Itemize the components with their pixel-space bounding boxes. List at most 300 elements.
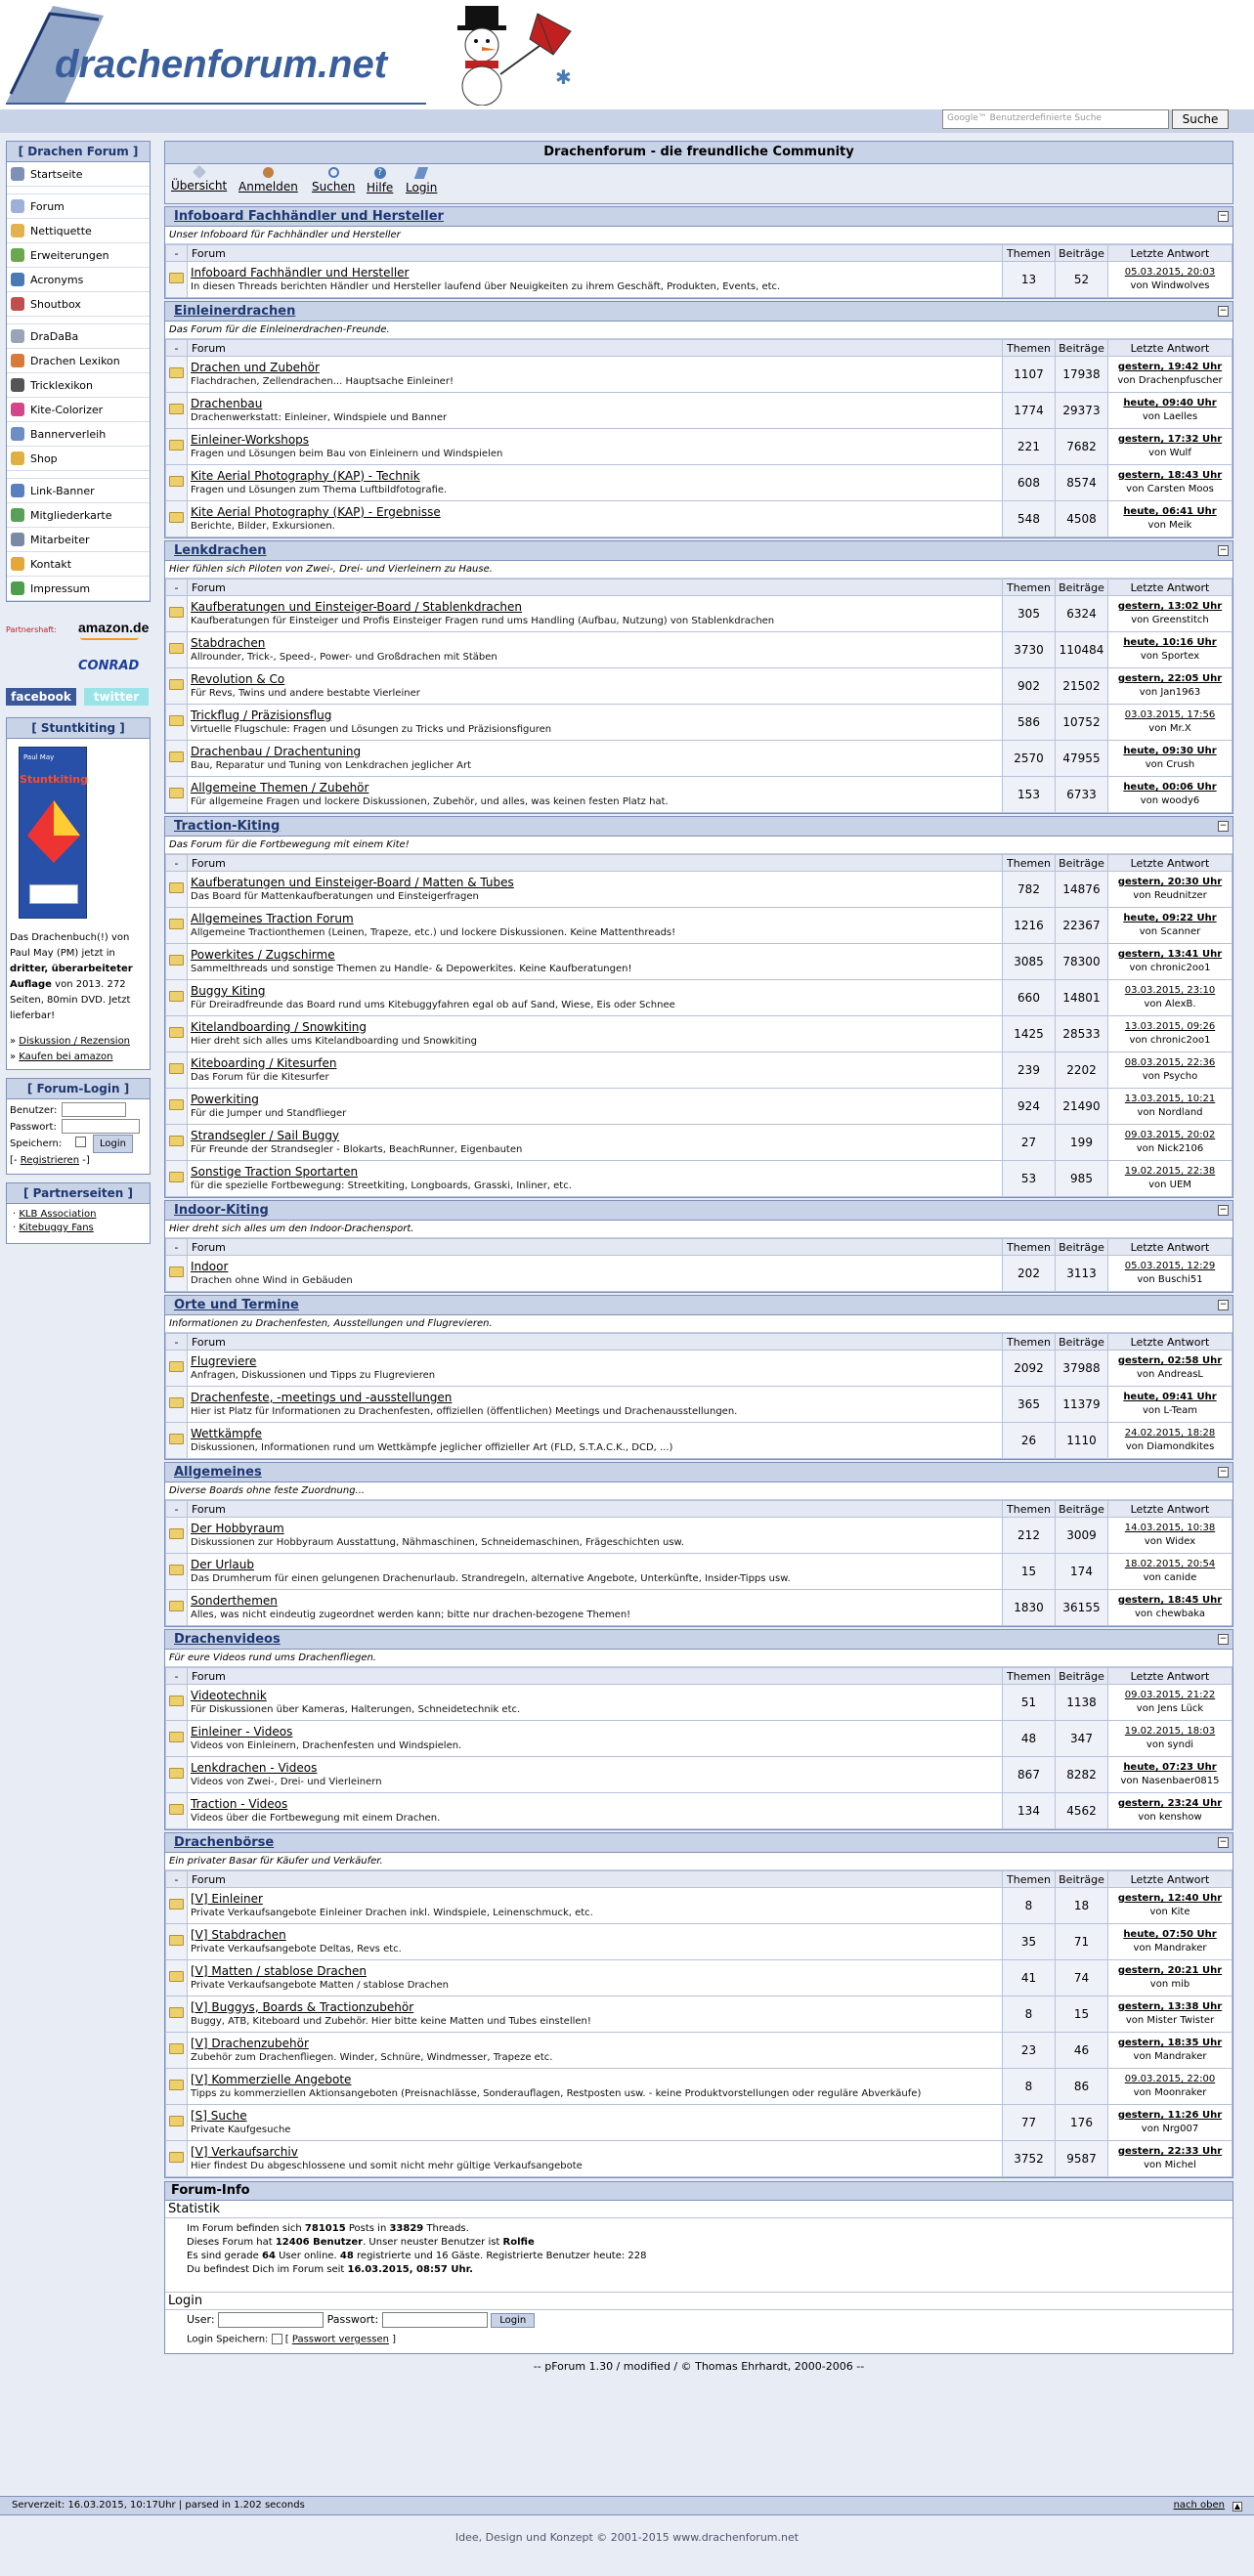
category-lenkdrachen — [164, 540, 1233, 814]
forum-link[interactable]: Buggy Kiting — [191, 983, 266, 998]
up-arrow-icon[interactable]: ▲ — [1233, 2502, 1241, 2511]
last-reply-link[interactable]: 08.03.2015, 22:36 — [1124, 1057, 1216, 1068]
last-reply-author: von L-Team — [1142, 1405, 1198, 1416]
last-reply-author: von Crush — [1145, 759, 1195, 770]
toolbar-search[interactable] — [312, 167, 355, 193]
col-topics: Themen — [1003, 1501, 1056, 1518]
forum-cell — [188, 741, 1003, 777]
post-count: 47955 — [1056, 741, 1108, 777]
forgot-password-link[interactable]: Passwort vergessen — [291, 2334, 389, 2345]
last-reply-link[interactable]: 14.03.2015, 10:38 — [1124, 1523, 1216, 1533]
svg-text:✱: ✱ — [555, 65, 572, 89]
collapse-icon[interactable]: − — [1219, 821, 1228, 831]
last-reply-link[interactable]: 13.03.2015, 10:21 — [1124, 1094, 1216, 1104]
login-save-checkbox[interactable] — [75, 1137, 86, 1147]
last-reply-link[interactable]: 19.02.2015, 22:38 — [1124, 1166, 1216, 1177]
sidebar-item-erweiterungen[interactable] — [7, 243, 150, 268]
sidebar-item-bannerverleih[interactable] — [7, 422, 150, 447]
last-reply-link[interactable]: gestern, 02:58 Uhr — [1117, 1355, 1223, 1366]
topic-count: 1107 — [1003, 357, 1056, 393]
table-row — [166, 872, 1232, 908]
forum-info-title: Forum-Info — [165, 2182, 1232, 2201]
last-reply — [1108, 1125, 1232, 1161]
bottom-password-input[interactable] — [382, 2312, 488, 2328]
forum-folder-icon — [166, 1052, 188, 1089]
twitter-button[interactable]: twitter — [84, 688, 149, 706]
forum-folder-icon — [166, 1888, 188, 1924]
last-reply-link[interactable]: 05.03.2015, 20:03 — [1124, 267, 1216, 278]
forum-link[interactable]: [V] Kommerzielle Angebote — [191, 2072, 352, 2086]
forum-description: In diesen Threads berichten Händler und Hersteller laufend über Neuigkeiten zu ihrem Geschäft, Produkten, Events, etc. — [191, 280, 781, 292]
collapse-icon[interactable]: − — [1219, 1300, 1228, 1309]
book-cover-image[interactable] — [19, 747, 87, 919]
search-input[interactable]: Google™ Benutzerdefinierte Suche — [942, 109, 1169, 129]
site-logo[interactable] — [6, 6, 426, 106]
last-reply-author: von Carsten Moos — [1126, 484, 1214, 494]
collapse-icon[interactable]: − — [1219, 1467, 1228, 1477]
sidebar-item-startseite[interactable] — [7, 162, 150, 187]
forum-description: Für Revs, Twins und andere bestabte Vierleiner — [191, 687, 420, 699]
partners-title: [ Partnerseiten ] — [7, 1183, 150, 1204]
last-reply-link[interactable]: gestern, 23:24 Uhr — [1117, 1798, 1223, 1809]
category-title[interactable]: Orte und Termine — [174, 1298, 299, 1312]
post-count: 4562 — [1056, 1793, 1108, 1829]
book-amazon-link[interactable]: Kaufen bei amazon — [19, 1052, 113, 1062]
category-description: Das Forum für die Fortbewegung mit einem Kite! — [165, 837, 1232, 854]
last-reply-link[interactable]: 03.03.2015, 17:56 — [1124, 709, 1216, 720]
category-title[interactable]: Traction-Kiting — [174, 819, 281, 834]
col-posts: Beiträge — [1056, 1871, 1108, 1888]
last-reply — [1108, 393, 1232, 429]
last-reply-link[interactable]: gestern, 20:21 Uhr — [1117, 1965, 1223, 1976]
post-count: 3113 — [1056, 1256, 1108, 1292]
last-reply-link[interactable]: heute, 00:06 Uhr — [1123, 782, 1217, 793]
forum-description: für die spezielle Fortbewegung: Streetkiting, Longboards, Grasski, Inliner, etc. — [191, 1180, 572, 1191]
collapse-icon[interactable]: − — [1219, 1634, 1228, 1644]
last-reply-link[interactable]: 09.03.2015, 20:02 — [1124, 1130, 1216, 1140]
bottom-save-checkbox[interactable] — [272, 2334, 282, 2344]
forum-link[interactable]: [V] Matten / stablose Drachen — [191, 1963, 367, 1978]
stat-value: 781015 — [304, 2223, 346, 2234]
table-header — [166, 1871, 1232, 1888]
last-reply-link[interactable]: heute, 09:30 Uhr — [1123, 746, 1217, 756]
col-last-reply: Letzte Antwort — [1108, 855, 1232, 872]
post-count: 71 — [1056, 1924, 1108, 1960]
partner-link-kitebuggy[interactable]: Kitebuggy Fans — [19, 1223, 94, 1233]
last-reply-link[interactable]: heute, 09:22 Uhr — [1123, 913, 1217, 923]
sidebar-item-kontakt[interactable] — [7, 552, 150, 577]
forum-link[interactable]: Infoboard Fachhändler und Hersteller — [191, 265, 410, 279]
post-count: 37988 — [1056, 1351, 1108, 1387]
last-reply-link[interactable]: 18.02.2015, 20:54 — [1124, 1559, 1216, 1569]
forum-link[interactable]: Kite Aerial Photography (KAP) - Technik — [191, 468, 420, 483]
book-text2: von 2013. 272 Seiten, 80min DVD. Jetzt lieferbar! — [10, 979, 131, 1021]
last-reply-link[interactable]: 13.03.2015, 09:26 — [1124, 1021, 1216, 1032]
forum-description: Fragen und Lösungen zum Thema Luftbildfotografie. — [191, 484, 448, 495]
forum-link[interactable]: [V] Drachenzubehör — [191, 2036, 309, 2050]
last-reply — [1108, 980, 1232, 1016]
sidebar-item-kite-colorizer[interactable] — [7, 398, 150, 422]
forum-link[interactable]: Allgemeine Themen / Zubehör — [191, 780, 369, 794]
last-reply — [1108, 2105, 1232, 2141]
sidebar-item-label: Tricklexikon — [30, 378, 93, 392]
category-title[interactable]: Drachenbörse — [174, 1835, 275, 1850]
sidebar-item-shoutbox[interactable] — [7, 292, 150, 317]
forum-link[interactable]: Revolution & Co — [191, 671, 285, 686]
category-title[interactable]: Drachenvideos — [174, 1632, 281, 1647]
forum-link[interactable]: Videotechnik — [191, 1688, 267, 1702]
col-icon: - — [166, 1501, 188, 1518]
last-reply-link[interactable]: 03.03.2015, 23:10 — [1124, 985, 1216, 996]
table-row — [166, 429, 1232, 465]
table-row — [166, 1757, 1232, 1793]
toolbar-help[interactable] — [367, 167, 393, 194]
sidebar-item-mitgliederkarte[interactable] — [7, 503, 150, 528]
col-last-reply: Letzte Antwort — [1108, 245, 1232, 262]
sidebar-item-drachen-lexikon[interactable] — [7, 349, 150, 373]
stat-value: Rolfie — [502, 2237, 535, 2248]
category-description: Hier dreht sich alles um den Indoor-Drachensport. — [165, 1221, 1232, 1238]
login-title: [ Forum-Login ] — [7, 1079, 150, 1099]
table-row — [166, 1089, 1232, 1125]
forum-cell — [188, 1793, 1003, 1829]
forum-link[interactable]: Der Urlaub — [191, 1557, 254, 1571]
forum-cell — [188, 1256, 1003, 1292]
category-header — [165, 541, 1232, 561]
forum-cell — [188, 908, 1003, 944]
col-topics: Themen — [1003, 340, 1056, 357]
category-title[interactable]: Infoboard Fachhändler und Hersteller — [174, 209, 444, 224]
forum-link[interactable]: Kitelandboarding / Snowkiting — [191, 1019, 368, 1034]
table-row — [166, 1960, 1232, 1996]
last-reply-author: von Diamondkites — [1125, 1441, 1215, 1452]
forum-link[interactable]: Allgemeines Traction Forum — [191, 911, 354, 925]
forum-description: Kaufberatungen für Einsteiger und Profis Einsteiger Fragen rund ums Handling (Aufbau, Nutzung) von Stablenkdrachen — [191, 615, 775, 626]
login-pass-input[interactable] — [62, 1119, 140, 1134]
forum-link[interactable]: Drachenbau / Drachentuning — [191, 744, 362, 758]
table-row — [166, 501, 1232, 537]
last-reply-author: von Greenstitch — [1131, 615, 1209, 625]
forum-description: Für die Jumper und Standflieger — [191, 1107, 347, 1119]
col-forum: Forum — [188, 245, 1003, 262]
category-title[interactable]: Indoor-Kiting — [174, 1203, 269, 1218]
sidebar-item-shop[interactable] — [7, 447, 150, 471]
topic-count: 77 — [1003, 2105, 1056, 2141]
forum-cell — [188, 2141, 1003, 2177]
sidebar-item-impressum[interactable] — [7, 577, 150, 601]
last-reply-link[interactable]: 24.02.2015, 18:28 — [1124, 1428, 1216, 1438]
last-reply-link[interactable]: gestern, 19:42 Uhr — [1117, 362, 1223, 372]
forum-folder-icon — [166, 357, 188, 393]
bottom-user-input[interactable] — [218, 2312, 324, 2328]
forum-link[interactable]: Drachenfeste, -meetings und -ausstellungen — [191, 1390, 453, 1404]
last-reply — [1108, 1351, 1232, 1387]
toolbar-login-label[interactable]: Login — [406, 181, 438, 194]
login-section-title: Login — [165, 2293, 1232, 2310]
forum-folder-icon — [166, 1554, 188, 1590]
register-link[interactable]: Registrieren — [20, 1155, 80, 1166]
last-reply — [1108, 741, 1232, 777]
forum-link[interactable]: Strandsegler / Sail Buggy — [191, 1128, 340, 1142]
forum-cell — [188, 777, 1003, 813]
last-reply — [1108, 1960, 1232, 1996]
forum-link[interactable]: Kaufberatungen und Einsteiger-Board / Matten & Tubes — [191, 875, 514, 889]
collapse-icon[interactable]: − — [1219, 211, 1228, 221]
last-reply-link[interactable]: heute, 06:41 Uhr — [1123, 506, 1217, 517]
forum-link[interactable]: Powerkites / Zugschirme — [191, 947, 335, 962]
last-reply-link[interactable]: gestern, 22:05 Uhr — [1117, 673, 1223, 684]
forum-folder-icon — [166, 1924, 188, 1960]
facebook-button[interactable]: facebook — [6, 688, 76, 706]
last-reply — [1108, 429, 1232, 465]
forum-folder-icon — [166, 741, 188, 777]
forum-cell — [188, 1960, 1003, 1996]
category-title[interactable]: Allgemeines — [174, 1465, 262, 1480]
topic-count: 221 — [1003, 429, 1056, 465]
forum-description: Private Verkaufsangebote Einleiner Drachen inkl. Windspiele, Leinenschmuck, etc. — [191, 1907, 593, 1918]
topic-count: 2570 — [1003, 741, 1056, 777]
category-infoboard-fachh-ndler-und-hersteller — [164, 206, 1233, 299]
topic-count: 2092 — [1003, 1351, 1056, 1387]
last-reply-link[interactable]: 09.03.2015, 21:22 — [1124, 1690, 1216, 1700]
forum-link[interactable]: [S] Suche — [191, 2108, 247, 2123]
category-title[interactable]: Einleinerdrachen — [174, 304, 296, 319]
collapse-icon[interactable]: − — [1219, 306, 1228, 316]
topic-count: 924 — [1003, 1089, 1056, 1125]
last-reply-link[interactable]: gestern, 22:33 Uhr — [1117, 2146, 1223, 2157]
trick-icon — [11, 378, 24, 392]
category-title[interactable]: Lenkdrachen — [174, 543, 267, 558]
toolbar-overview[interactable] — [171, 167, 227, 193]
bottom-password-label: Passwort: — [326, 2313, 379, 2326]
book-discussion-link[interactable]: Diskussion / Rezension — [19, 1036, 131, 1047]
topic-count: 782 — [1003, 872, 1056, 908]
last-reply-link[interactable]: heute, 10:16 Uhr — [1123, 637, 1217, 648]
forum-link[interactable]: Kite Aerial Photography (KAP) - Ergebnisse — [191, 504, 441, 519]
forum-link[interactable]: Indoor — [191, 1259, 229, 1273]
forum-link[interactable]: Powerkiting — [191, 1092, 259, 1106]
forum-link[interactable]: Kaufberatungen und Einsteiger-Board / Stablenkdrachen — [191, 599, 522, 614]
last-reply-link[interactable]: 05.03.2015, 12:29 — [1124, 1261, 1216, 1271]
forum-link[interactable]: Einleiner - Videos — [191, 1724, 293, 1739]
forum-link[interactable]: Traction - Videos — [191, 1796, 288, 1811]
overview-icon — [193, 165, 206, 179]
forum-link[interactable]: [V] Verkaufsarchiv — [191, 2144, 298, 2159]
forum-link[interactable]: Sonstige Traction Sportarten — [191, 1164, 359, 1179]
forum-description: Zubehör zum Drachenfliegen. Winder, Schnüre, Windmesser, Trapeze etc. — [191, 2051, 553, 2063]
forum-description: Hier findest Du abgeschlossene und somit nicht mehr gültige Verkaufsangebote — [191, 2160, 583, 2171]
last-reply-link[interactable]: gestern, 17:32 Uhr — [1117, 434, 1223, 445]
toolbar-overview-label[interactable]: Übersicht — [171, 179, 228, 193]
last-reply — [1108, 1161, 1232, 1197]
collapse-icon[interactable]: − — [1219, 1205, 1228, 1215]
forum-folder-icon — [166, 1125, 188, 1161]
sidebar-item-label: DraDaBa — [30, 329, 79, 343]
last-reply-link[interactable]: gestern, 13:02 Uhr — [1117, 601, 1223, 612]
stat-text: Du befindest Dich im Forum seit — [187, 2264, 348, 2275]
last-reply — [1108, 1387, 1232, 1423]
login-button[interactable]: Login — [93, 1135, 133, 1153]
col-forum: Forum — [188, 855, 1003, 872]
last-reply-link[interactable]: heute, 09:40 Uhr — [1123, 398, 1217, 408]
last-reply-link[interactable]: gestern, 13:41 Uhr — [1117, 949, 1223, 960]
forum-cell — [188, 705, 1003, 741]
forum-cell — [188, 2105, 1003, 2141]
toolbar-login[interactable] — [406, 167, 437, 194]
table-row — [166, 705, 1232, 741]
last-reply — [1108, 596, 1232, 632]
category-header — [165, 1630, 1232, 1650]
status-bar — [0, 2496, 1254, 2515]
topic-count: 3085 — [1003, 944, 1056, 980]
forum-link[interactable]: [V] Einleiner — [191, 1891, 263, 1906]
forum-link[interactable]: Drachen und Zubehör — [191, 360, 320, 374]
forum-link[interactable]: Sonderthemen — [191, 1593, 278, 1608]
sidebar-item-link-banner[interactable] — [7, 479, 150, 503]
forum-table — [165, 244, 1232, 298]
col-posts: Beiträge — [1056, 340, 1108, 357]
last-reply-link[interactable]: gestern, 18:43 Uhr — [1117, 470, 1223, 481]
last-reply-link[interactable]: gestern, 18:45 Uhr — [1117, 1595, 1223, 1606]
last-reply — [1108, 1590, 1232, 1626]
table-header — [166, 245, 1232, 262]
forum-link[interactable]: Kiteboarding / Kitesurfen — [191, 1055, 337, 1070]
forum-statistics — [165, 2218, 1232, 2293]
col-topics: Themen — [1003, 1871, 1056, 1888]
forum-categories — [164, 206, 1233, 2178]
forum-description: Bau, Reparatur und Tuning von Lenkdrachen jeglicher Art — [191, 759, 472, 771]
col-last-reply: Letzte Antwort — [1108, 1668, 1232, 1685]
last-reply-author: von Mister Twister — [1125, 2015, 1215, 2026]
search-button[interactable]: Suche — [1172, 109, 1229, 129]
last-reply-author: von Sportex — [1140, 651, 1200, 662]
last-reply-author: von AndreasL — [1136, 1369, 1204, 1380]
last-reply-link[interactable]: heute, 07:23 Uhr — [1123, 1762, 1217, 1773]
sidebar-item-forum[interactable] — [7, 194, 150, 219]
forum-folder-icon — [166, 1960, 188, 1996]
forum-table — [165, 854, 1232, 1197]
topic-count: 26 — [1003, 1423, 1056, 1459]
table-row — [166, 632, 1232, 668]
login-user-input[interactable] — [62, 1102, 126, 1117]
col-forum: Forum — [188, 340, 1003, 357]
partner-link-klb[interactable]: KLB Association — [19, 1209, 97, 1220]
sidebar-item-tricklexikon[interactable] — [7, 373, 150, 398]
col-forum: Forum — [188, 1239, 1003, 1256]
forum-description: Das Forum für die Kitesurfer — [191, 1071, 329, 1083]
topic-count: 51 — [1003, 1685, 1056, 1721]
sidebar-item-acronyms[interactable] — [7, 268, 150, 292]
stat-text: Threads. — [423, 2223, 469, 2234]
note-icon — [11, 224, 24, 237]
book-box — [6, 717, 151, 1070]
table-row — [166, 1256, 1232, 1292]
last-reply-link[interactable]: gestern, 12:40 Uhr — [1117, 1893, 1223, 1904]
post-count: 2202 — [1056, 1052, 1108, 1089]
forum-folder-icon — [166, 668, 188, 705]
bottom-save-label: Login Speichern: — [187, 2334, 269, 2345]
bottom-login-button[interactable]: Login — [491, 2313, 535, 2328]
topic-count: 134 — [1003, 1793, 1056, 1829]
sidebar-nav-list — [7, 162, 150, 601]
stat-value: 48 — [339, 2251, 354, 2261]
forum-link[interactable]: Drachenbau — [191, 396, 263, 410]
sidebar-item-nettiquette[interactable] — [7, 219, 150, 243]
back-to-top-link[interactable]: nach oben — [1173, 2500, 1225, 2511]
forum-folder-icon — [166, 262, 188, 298]
forum-link[interactable]: Stabdrachen — [191, 635, 266, 650]
forum-link[interactable]: [V] Stabdrachen — [191, 1927, 286, 1942]
sidebar-item-mitarbeiter[interactable] — [7, 528, 150, 552]
toolbar-register-label[interactable]: Anmelden — [238, 180, 298, 193]
forum-description: Das Board für Mattenkaufberatungen und Einsteigerfragen — [191, 890, 479, 902]
last-reply — [1108, 1996, 1232, 2033]
forum-link[interactable]: Flugreviere — [191, 1353, 257, 1368]
partner-label: Partnershaft: — [6, 625, 57, 634]
last-reply — [1108, 1052, 1232, 1089]
forum-link[interactable]: [V] Buggys, Boards & Tractionzubehör — [191, 1999, 414, 2014]
toolbar-help-label[interactable]: Hilfe — [367, 181, 394, 194]
post-count: 14876 — [1056, 872, 1108, 908]
topic-count: 608 — [1003, 465, 1056, 501]
forum-link[interactable]: Wettkämpfe — [191, 1426, 262, 1440]
table-header — [166, 580, 1232, 596]
forum-link[interactable]: Einleiner-Workshops — [191, 432, 310, 447]
forum-cell — [188, 1089, 1003, 1125]
forum-link[interactable]: Lenkdrachen - Videos — [191, 1760, 318, 1775]
last-reply-link[interactable]: gestern, 11:26 Uhr — [1117, 2110, 1223, 2121]
forum-description: Private Verkaufsangebote Deltas, Revs etc. — [191, 1943, 402, 1954]
forum-cell — [188, 872, 1003, 908]
sidebar-item-dradaba[interactable] — [7, 324, 150, 349]
post-count: 11379 — [1056, 1387, 1108, 1423]
col-last-reply: Letzte Antwort — [1108, 1871, 1232, 1888]
stat-line — [187, 2263, 1232, 2277]
last-reply — [1108, 262, 1232, 298]
forum-folder-icon — [166, 777, 188, 813]
forum-table — [165, 1870, 1232, 2177]
post-count: 9587 — [1056, 2141, 1108, 2177]
last-reply-link[interactable]: gestern, 20:30 Uhr — [1117, 877, 1223, 887]
forum-table — [165, 1333, 1232, 1459]
post-count: 6324 — [1056, 596, 1108, 632]
forum-cell — [188, 1125, 1003, 1161]
powered-by: -- pForum 1.30 / modified / © Thomas Ehrhardt, 2000-2006 -- — [533, 2360, 865, 2373]
post-count: 8574 — [1056, 465, 1108, 501]
last-reply — [1108, 872, 1232, 908]
book-cover-area — [7, 739, 150, 926]
category-allgemeines — [164, 1462, 1233, 1627]
last-reply-link[interactable]: 19.02.2015, 18:03 — [1124, 1726, 1216, 1737]
forum-link[interactable]: Trickflug / Präzisionsflug — [191, 708, 332, 722]
collapse-icon[interactable]: − — [1219, 545, 1228, 555]
collapse-icon[interactable]: − — [1219, 1837, 1228, 1847]
toolbar-search-label[interactable]: Suchen — [312, 180, 356, 193]
category-header — [165, 302, 1232, 322]
amazon-logo[interactable]: amazon.de — [78, 620, 150, 635]
forum-cell — [188, 1423, 1003, 1459]
conrad-logo[interactable]: CONRAD — [78, 659, 140, 673]
server-time: Serverzeit: 16.03.2015, 10:17Uhr | parsed in 1.202 seconds — [12, 2500, 305, 2511]
last-reply-link[interactable]: heute, 07:50 Uhr — [1123, 1929, 1217, 1940]
category-drachenvideos — [164, 1629, 1233, 1830]
forum-link[interactable]: Der Hobbyraum — [191, 1521, 284, 1535]
toolbar-register[interactable] — [238, 167, 298, 193]
last-reply-link[interactable]: 09.03.2015, 22:00 — [1124, 2074, 1216, 2084]
last-reply-link[interactable]: gestern, 18:35 Uhr — [1117, 2038, 1223, 2048]
last-reply-link[interactable]: gestern, 13:38 Uhr — [1117, 2001, 1223, 2012]
last-reply-link[interactable]: heute, 09:41 Uhr — [1123, 1392, 1217, 1402]
